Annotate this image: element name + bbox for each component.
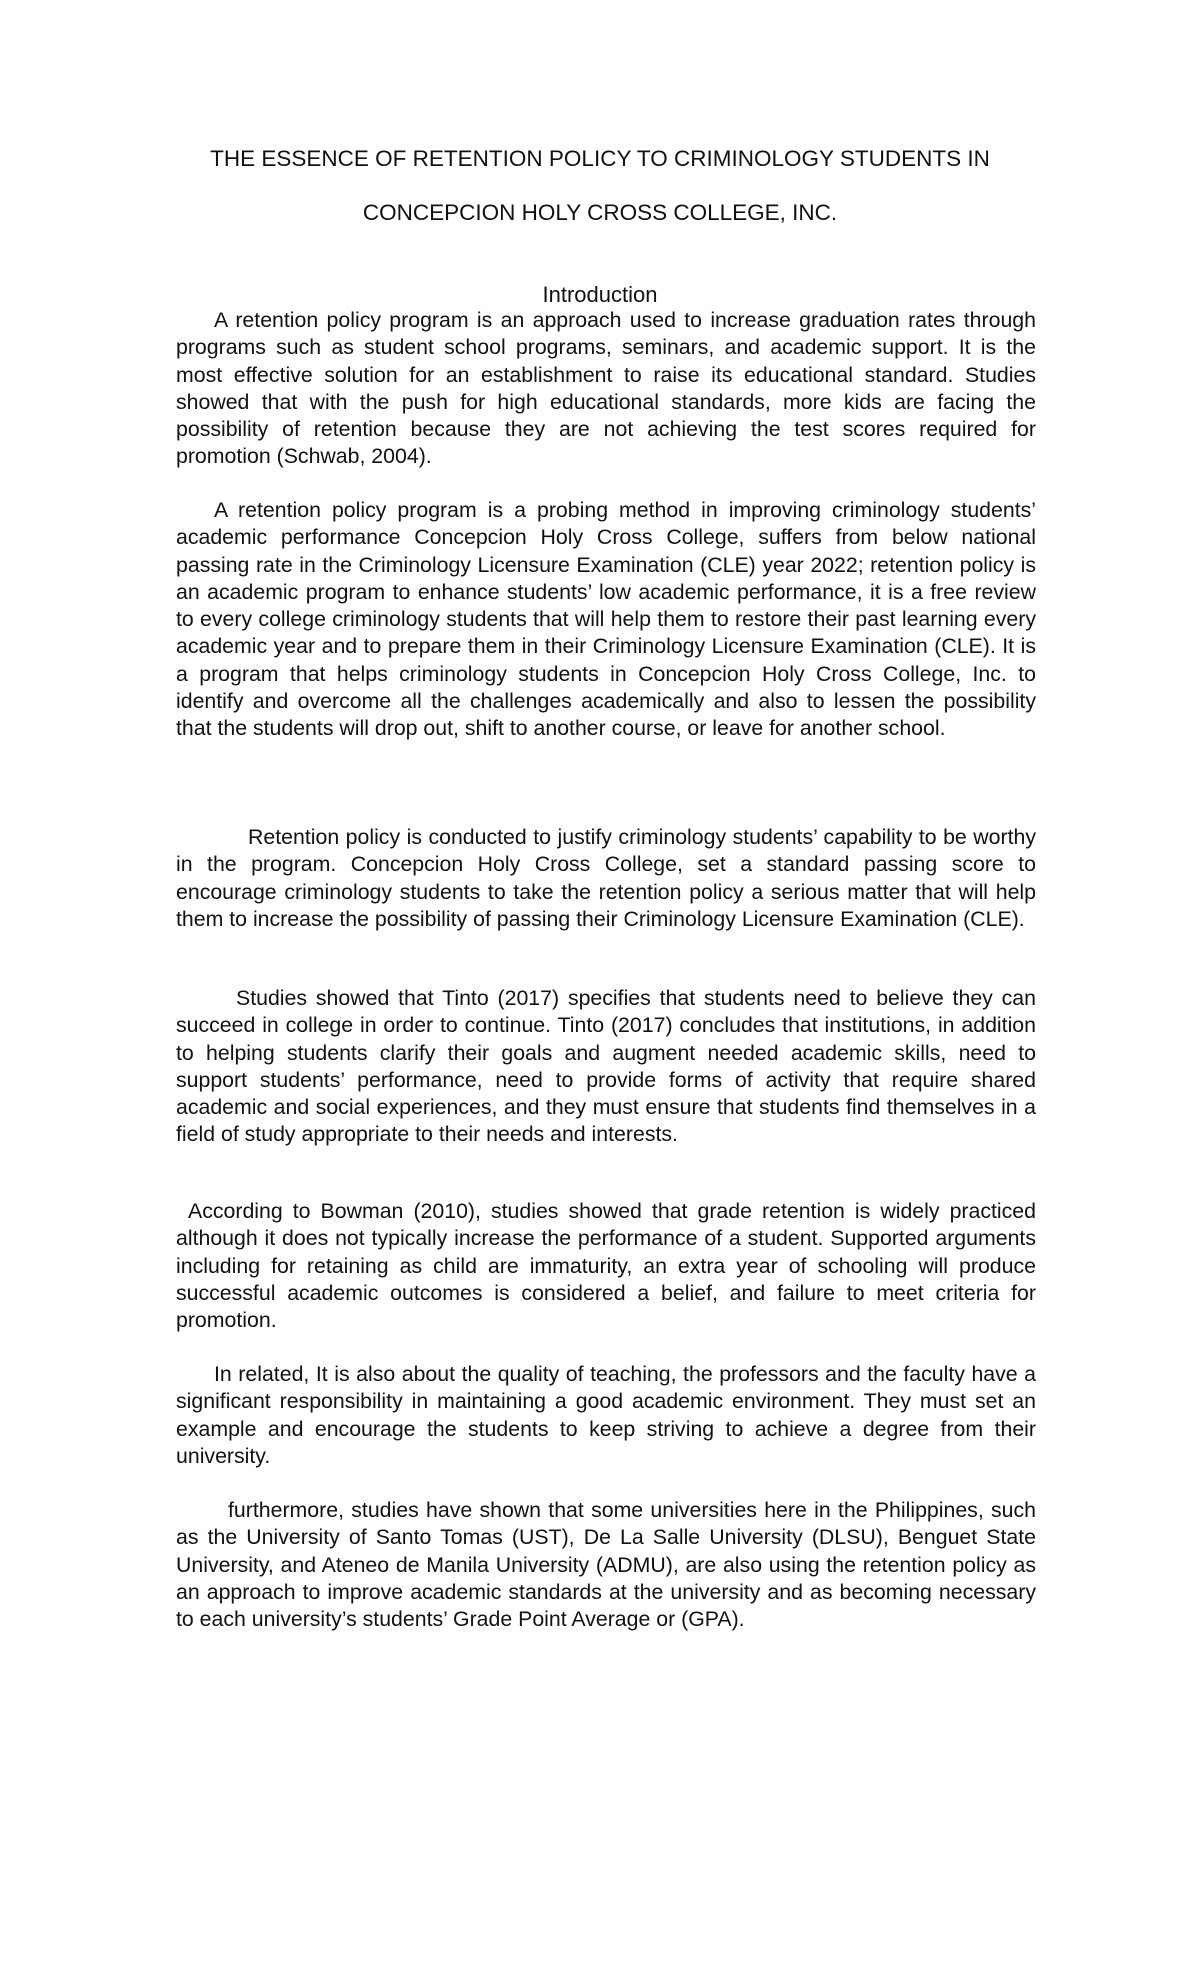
section-heading-introduction: Introduction — [542, 282, 658, 307]
paragraph-2: A retention policy program is a probing method in improving criminology students’ academic performance Concepcion Holy Cross College, suffers from below national passing rate in the Criminology Licensure Examination (CLE) year 2022; retention policy is an academic program to enhance students’ low academic performance, it is a free review to every college criminology students that will help them to restore their past learning every academic year and to prepare them in their Criminology Licensure Examination (CLE). It is a program that helps criminology students in Concepcion Holy Cross College, Inc. to identify and overcome all the challenges academically and also to lessen the possibility that the students will drop out, shift to another course, or leave for another school. — [176, 498, 1036, 741]
paragraph-5: According to Bowman (2010), studies showed that grade retention is widely practiced although it does not typically increase the performance of a student. Supported arguments including for retaining as child are immaturity, an extra year of schooling will produce successful academic outcomes is considered a belief, and failure to meet criteria for promotion. — [176, 1199, 1036, 1333]
document-title-line-2: CONCEPCION HOLY CROSS COLLEGE, INC. — [362, 200, 838, 225]
document-title-line-1: THE ESSENCE OF RETENTION POLICY TO CRIMINOLOGY STUDENTS IN — [210, 146, 990, 171]
paragraph-3: Retention policy is conducted to justify criminology students’ capability to be worthy in the program. Concepcion Holy Cross College, set a standard passing score to encourage criminology students to take the retention policy a serious matter that will help them to increase the possibility of passing their Criminology Licensure Examination (CLE). — [176, 825, 1036, 931]
paragraph-6: In related, It is also about the quality of teaching, the professors and the faculty have a significant responsibility in maintaining a good academic environment. They must set an example and encourage the students to keep striving to achieve a degree from their university. — [176, 1362, 1036, 1468]
paragraph-7: furthermore, studies have shown that some universities here in the Philippines, such as the University of Santo Tomas (UST), De La Salle University (DLSU), Benguet State University, and Ateneo de Manila University (ADMU), are also using the retention policy as an approach to improve academic standards at the university and as becoming necessary to each university’s students’ Grade Point Average or (GPA). — [176, 1498, 1036, 1632]
paragraph-4: Studies showed that Tinto (2017) specifies that students need to believe they can succeed in college in order to continue. Tinto (2017) concludes that institutions, in addition to helping students clarify their goals and augment needed academic skills, need to support students’ performance, need to provide forms of activity that require shared academic and social experiences, and they must ensure that students find themselves in a field of study appropriate to their needs and interests. — [176, 986, 1036, 1147]
paragraph-1: A retention policy program is an approach used to increase graduation rates through programs such as student school programs, seminars, and academic support. It is the most effective solution for an establishment to raise its educational standard. Studies showed that with the push for high educational standards, more kids are facing the possibility of retention because they are not achieving the test scores required for promotion (Schwab, 2004). — [176, 308, 1036, 469]
